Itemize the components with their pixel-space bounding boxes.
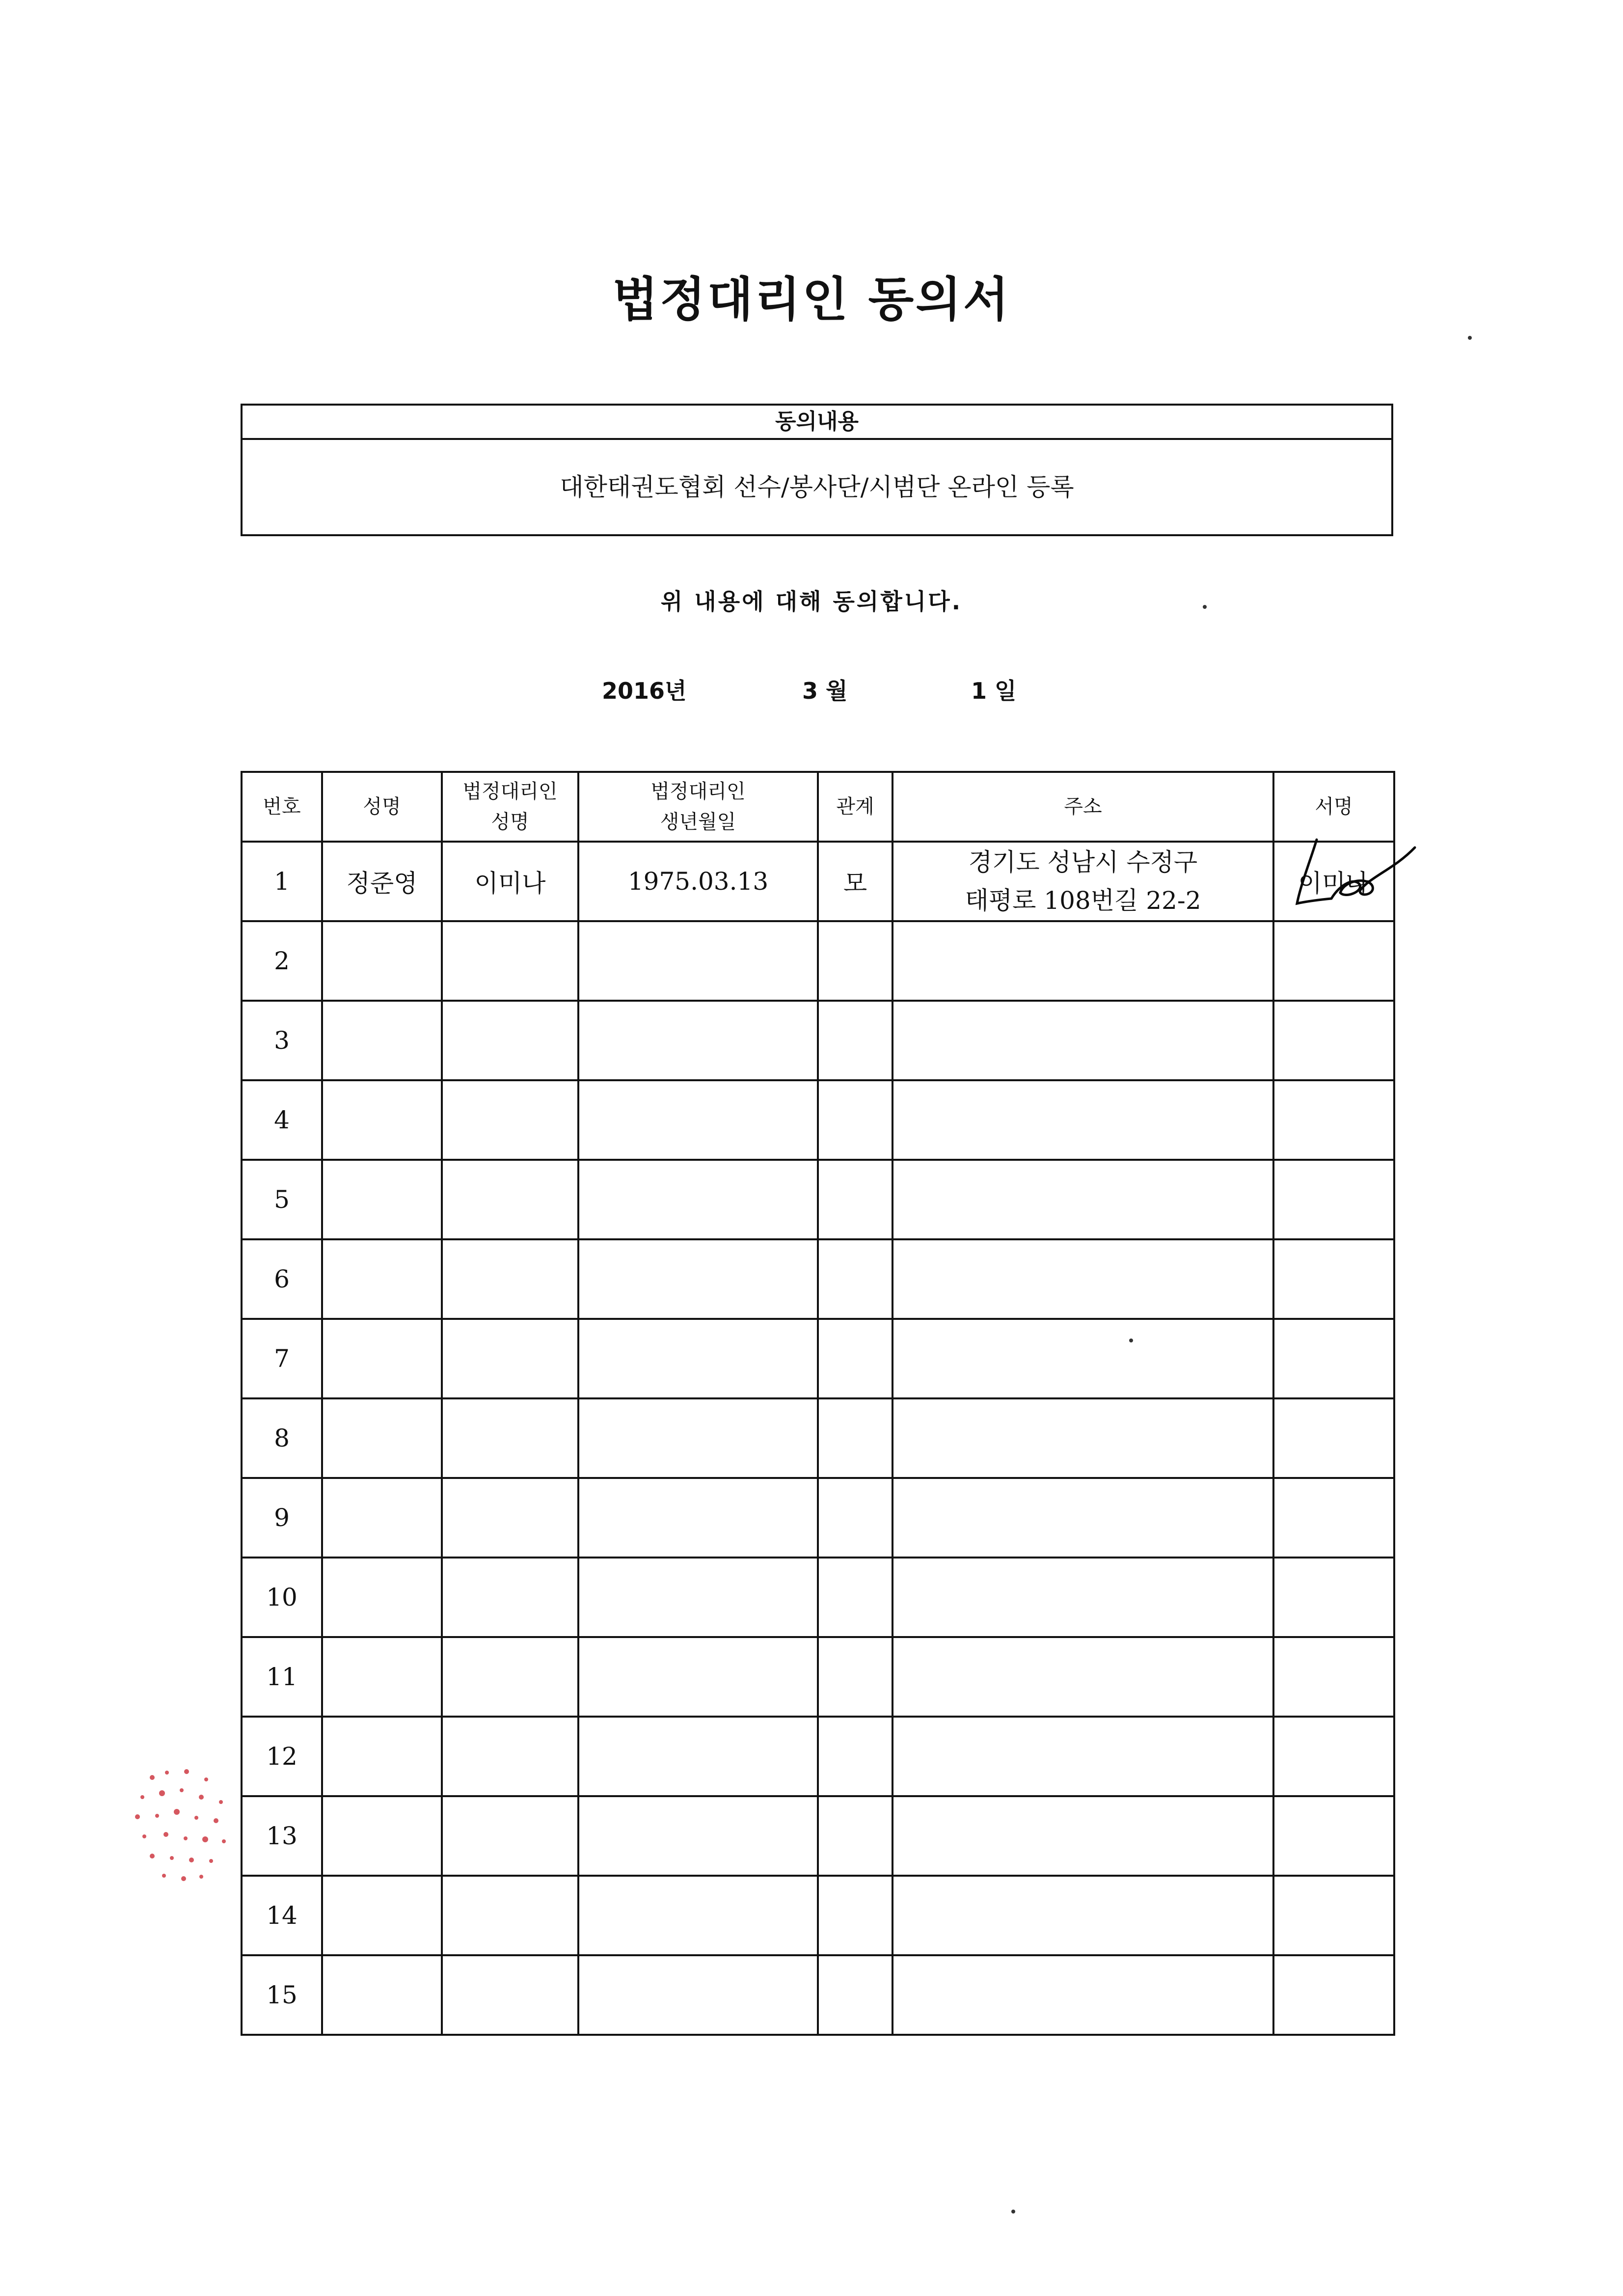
row-guardian-birth (578, 1478, 818, 1558)
header-guardian-name-line1: 법정대리인 (462, 780, 558, 803)
row-relation (818, 1319, 893, 1398)
row-number: 8 (242, 1398, 322, 1478)
row-guardian-birth (578, 1398, 818, 1478)
row-signature (1273, 1796, 1394, 1876)
row-signature (1273, 1239, 1394, 1319)
row-number: 11 (242, 1637, 322, 1717)
row-number: 2 (242, 921, 322, 1001)
row-number: 3 (242, 1001, 322, 1080)
row-relation (818, 1001, 893, 1080)
row-guardian-name (442, 1398, 578, 1478)
row-guardian-name (442, 1955, 578, 2035)
row-number: 7 (242, 1319, 322, 1398)
date-day: 1 일 (971, 678, 1017, 704)
table-row (242, 921, 1394, 1001)
scan-speck (1129, 1339, 1133, 1342)
header-relation: 관계 (818, 772, 893, 842)
handwritten-signature (1286, 830, 1424, 928)
row-address (893, 842, 1273, 921)
row-address (893, 1558, 1273, 1637)
table-row (242, 1319, 1394, 1398)
consent-content: 대한태권도협회 선수/봉사단/시범단 온라인 등록 (560, 473, 1074, 501)
row-number: 12 (242, 1717, 322, 1796)
row-guardian-name (442, 1478, 578, 1558)
row-address (893, 921, 1273, 1001)
row-guardian-birth (578, 1637, 818, 1717)
row-name (322, 1398, 442, 1478)
row-guardian-birth (578, 1080, 818, 1160)
row-guardian-birth (578, 1717, 818, 1796)
row-relation (818, 1239, 893, 1319)
row-number: 14 (242, 1876, 322, 1955)
row-number: 5 (242, 1160, 322, 1239)
row-address (893, 1796, 1273, 1876)
row-name (322, 1239, 442, 1319)
row-signature (1273, 1398, 1394, 1478)
row-signature (1273, 1080, 1394, 1160)
row-name (322, 1955, 442, 2035)
header-guardian-name (442, 772, 578, 842)
table-row (242, 1955, 1394, 2035)
table-row (242, 842, 1394, 921)
row-number: 15 (242, 1955, 322, 2035)
header-name: 성명 (322, 772, 442, 842)
table-row (242, 1558, 1394, 1637)
row-guardian-birth (578, 1876, 818, 1955)
table-row (242, 1080, 1394, 1160)
consent-box (241, 404, 1393, 536)
header-address: 주소 (893, 772, 1273, 842)
row-guardian-birth (578, 1319, 818, 1398)
row-signature (1273, 1478, 1394, 1558)
row-guardian-birth: 1975.03.13 (578, 842, 818, 921)
row-guardian-name (442, 1717, 578, 1796)
consent-header: 동의내용 (243, 406, 1391, 440)
row-address (893, 1319, 1273, 1398)
row-relation (818, 921, 893, 1001)
table-row (242, 1876, 1394, 1955)
document-title: 법정대리인 동의서 (612, 272, 1011, 327)
row-relation (818, 1876, 893, 1955)
header-guardian-birth-line1: 법정대리인 (650, 780, 746, 803)
row-address (893, 1080, 1273, 1160)
row-signature (1273, 1001, 1394, 1080)
row-guardian-name (442, 1080, 578, 1160)
header-guardian-birth (578, 772, 818, 842)
row-guardian-birth (578, 1955, 818, 2035)
agree-statement: 위 내용에 대해 동의합니다. (660, 588, 963, 615)
table-row (242, 1398, 1394, 1478)
row-guardian-name (442, 1239, 578, 1319)
row-address (893, 1398, 1273, 1478)
row-number: 10 (242, 1558, 322, 1637)
row-address-line2: 태평로 108번길 22-2 (965, 886, 1201, 915)
row-name (322, 1876, 442, 1955)
row-guardian-birth (578, 921, 818, 1001)
row-address (893, 1637, 1273, 1717)
row-signature (1273, 1319, 1394, 1398)
row-name (322, 1319, 442, 1398)
date-line (0, 674, 1623, 708)
row-name (322, 921, 442, 1001)
row-address (893, 1478, 1273, 1558)
row-address (893, 1239, 1273, 1319)
header-signature: 서명 (1273, 772, 1394, 842)
row-guardian-name (442, 1876, 578, 1955)
row-guardian-name (442, 1558, 578, 1637)
scan-speck (1203, 605, 1207, 609)
row-address (893, 1160, 1273, 1239)
row-guardian-birth (578, 1558, 818, 1637)
row-address (893, 1876, 1273, 1955)
row-signature (1273, 1637, 1394, 1717)
guardian-roster-table (241, 771, 1395, 2036)
row-signature (1273, 921, 1394, 1001)
row-guardian-birth (578, 1239, 818, 1319)
row-guardian-name (442, 1319, 578, 1398)
row-name (322, 1001, 442, 1080)
row-name (322, 1478, 442, 1558)
scan-speck (1468, 336, 1472, 340)
row-number: 1 (242, 842, 322, 921)
row-name (322, 1637, 442, 1717)
row-address (893, 1717, 1273, 1796)
table-row (242, 1478, 1394, 1558)
row-relation (818, 1717, 893, 1796)
row-guardian-birth (578, 1160, 818, 1239)
row-relation (818, 1637, 893, 1717)
row-guardian-name (442, 1637, 578, 1717)
row-guardian-name: 이미나 (442, 842, 578, 921)
table-header-row (242, 772, 1394, 842)
row-name: 정준영 (322, 842, 442, 921)
date-year: 2016년 (602, 678, 687, 704)
row-number: 9 (242, 1478, 322, 1558)
row-name (322, 1717, 442, 1796)
row-number: 6 (242, 1239, 322, 1319)
table-row (242, 1717, 1394, 1796)
row-relation (818, 1558, 893, 1637)
date-month: 3 월 (802, 678, 848, 704)
row-relation (818, 1955, 893, 2035)
row-signature-text: 이미나 (1298, 869, 1370, 898)
row-number: 4 (242, 1080, 322, 1160)
table-row (242, 1637, 1394, 1717)
row-guardian-name (442, 921, 578, 1001)
row-relation (818, 1796, 893, 1876)
row-relation: 모 (818, 842, 893, 921)
row-signature (1273, 1955, 1394, 2035)
table-row (242, 1160, 1394, 1239)
row-guardian-name (442, 1001, 578, 1080)
row-number: 13 (242, 1796, 322, 1876)
red-seal-stamp (123, 1758, 241, 1895)
row-relation (818, 1160, 893, 1239)
row-name (322, 1558, 442, 1637)
header-guardian-birth-line2: 생년월일 (660, 811, 736, 833)
scan-speck (1011, 2210, 1015, 2214)
row-relation (818, 1478, 893, 1558)
row-guardian-name (442, 1160, 578, 1239)
row-address (893, 1955, 1273, 2035)
row-address (893, 1001, 1273, 1080)
row-guardian-birth (578, 1001, 818, 1080)
row-signature (1273, 1558, 1394, 1637)
row-name (322, 1796, 442, 1876)
row-name (322, 1160, 442, 1239)
row-signature (1273, 1160, 1394, 1239)
row-address-line1: 경기도 성남시 수정구 (968, 848, 1198, 876)
row-relation (818, 1398, 893, 1478)
header-no: 번호 (242, 772, 322, 842)
header-guardian-name-line2: 성명 (491, 811, 529, 833)
row-signature (1273, 1876, 1394, 1955)
row-relation (818, 1080, 893, 1160)
table-row (242, 1796, 1394, 1876)
row-name (322, 1080, 442, 1160)
table-row (242, 1239, 1394, 1319)
row-signature (1273, 1717, 1394, 1796)
table-row (242, 1001, 1394, 1080)
row-guardian-name (442, 1796, 578, 1876)
row-guardian-birth (578, 1796, 818, 1876)
